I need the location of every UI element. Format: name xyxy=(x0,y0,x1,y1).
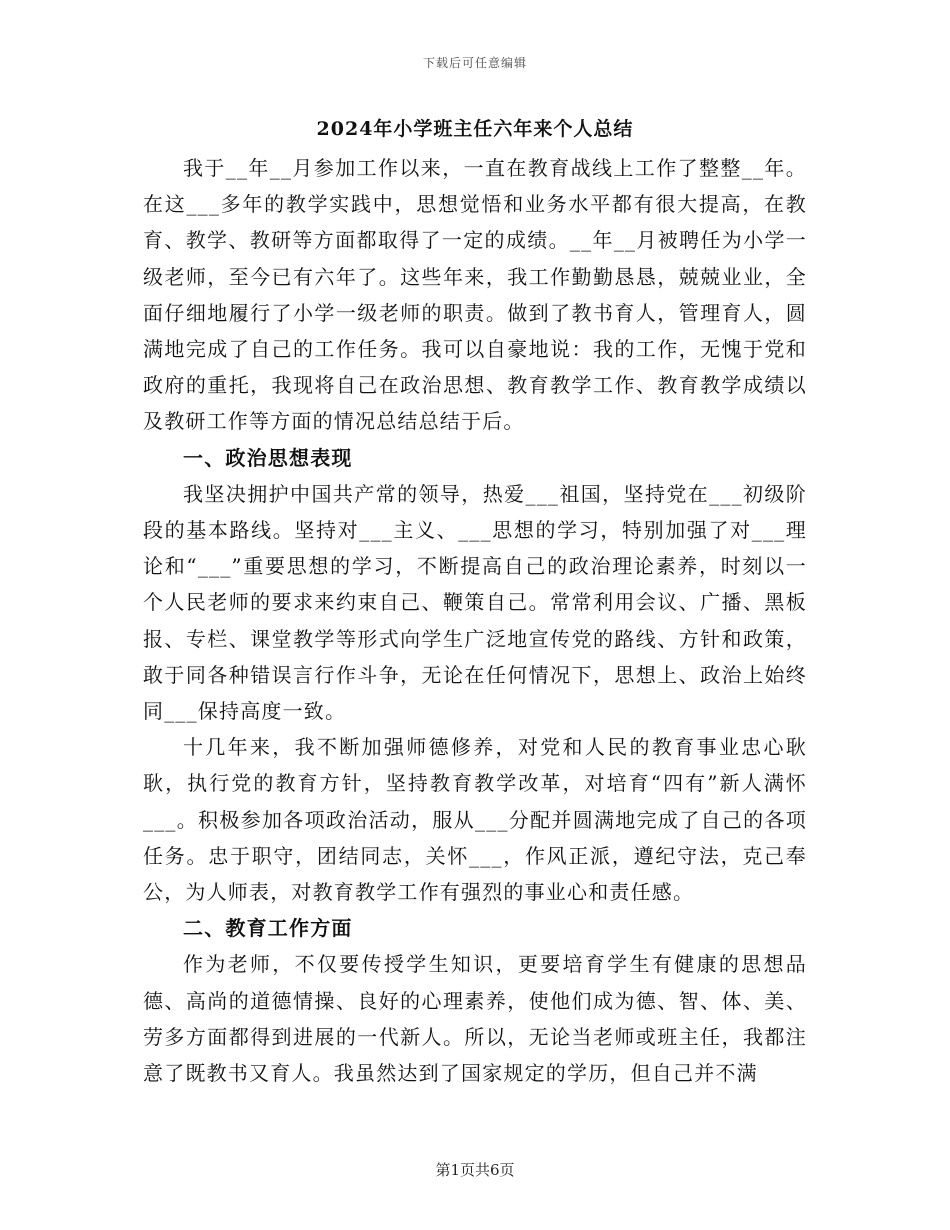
document-title: 2024年小学班主任六年来个人总结 xyxy=(316,118,634,140)
section-heading-politics: 一、政治思想表现 xyxy=(183,445,353,470)
section-heading-education: 二、教育工作方面 xyxy=(183,916,353,941)
header-note: 下载后可任意编辑 xyxy=(422,56,527,70)
page-number-footer: 第1页共6页 xyxy=(435,1161,515,1179)
intro-paragraph: 我于__年__月参加工作以来，一直在教育战线上工作了整整__年。在这___多年的教学实践中，思想觉悟和业务水平都有很大提高，在教育、教学、教研等方面都取得了一定的成绩。__年__月被聘任为小学一级老师，至今已有六年了。这些年来，我工作勤勤恳恳，兢兢业业，全面仔细地履行了小学一级老师的职责。做到了教书育人，管理育人，圆满地完成了自己的工作任务。我可以自豪地说：我的工作，无愧于党和政府的重托，我现将自己在政治思想、教育教学工作、教育教学成绩以及教研工作等方面的情况总结总结于后。 xyxy=(143,156,807,434)
politics-paragraph-2: 十几年来，我不断加强师德修养，对党和人民的教育事业忠心耿耿，执行党的教育方针，坚持教育教学改革，对培育“四有”新人满怀___。积极参加各项政治活动，服从___分配并圆满地完成了自己的各项任务。忠于职守，团结同志，关怀___，作风正派，遵纪守法，克己奉公，为人师表，对教育教学工作有强烈的事业心和责任感。 xyxy=(143,735,807,905)
education-paragraph-1: 作为老师，不仅要传授学生知识，更要培育学生有健康的思想品德、高尚的道德情操、良好的心理素养，使他们成为德、智、体、美、劳多方面都得到进展的一代新人。所以，无论当老师或班主任，我都注意了既教书又育人。我虽然达到了国家规定的学历，但自己并不满 xyxy=(143,952,807,1086)
politics-paragraph-1: 我坚决拥护中国共产常的领导，热爱___祖国，坚持党在___初级阶段的基本路线。坚持对___主义、___思想的学习，特别加强了对___理论和“___”重要思想的学习，不断提高自己的政治理论素养，时刻以一个人民老师的要求来约束自己、鞭策自己。常常利用会议、广播、黑板报、专栏、课堂教学等形式向学生广泛地宣传党的路线、方针和政策，敢于同各种错误言行作斗争，无论在任何情况下，思想上、政治上始终同___保持高度一致。 xyxy=(143,481,807,724)
document-body xyxy=(143,150,807,1091)
